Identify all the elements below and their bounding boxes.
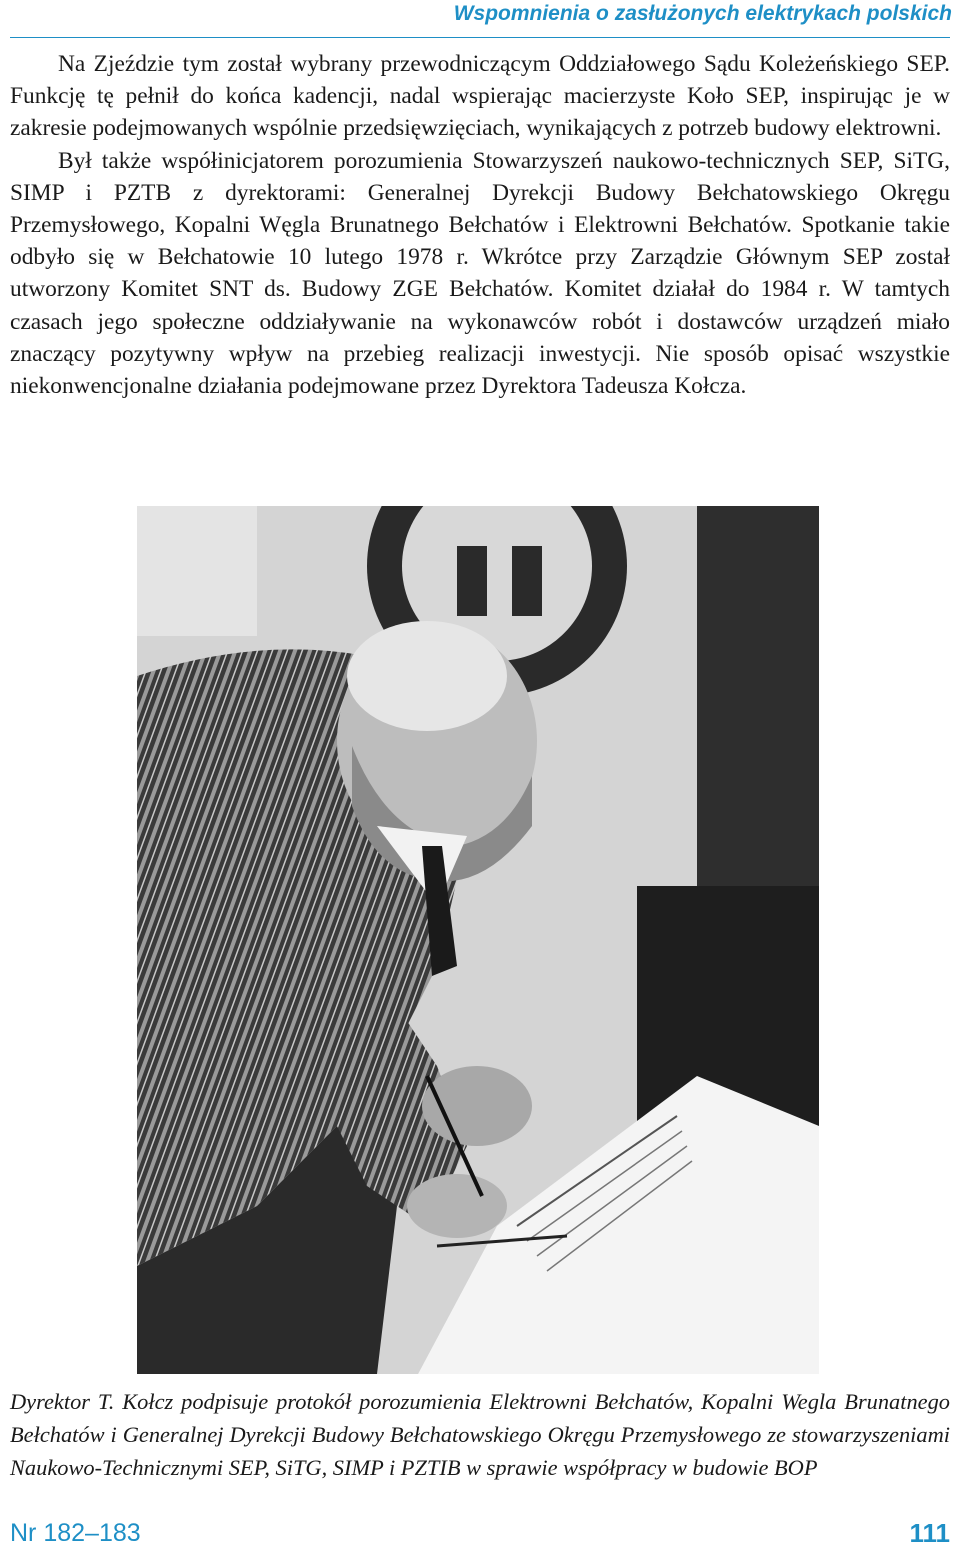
article-body [10,48,950,402]
footer-page-number: 111 [909,1518,950,1548]
body-paragraph: Na Zjeździe tym został wybrany przewodniczącym Oddziałowego Sądu Koleżeńskiego SEP. Funkcję tę pełnił do końca kadencji, nadal wspierając macierzyste Koło SEP, inspirując je w zakresie podejmowanych wspólnie przedsięwzięciach, wynikających z potrzeb budowy elektrowni. [10,51,950,142]
footer-issue-number: Nr 182–183 [10,1519,141,1547]
running-header-title: Wspomnienia o zasłużonych elektrykach polskich [453,2,952,25]
figure-caption: Dyrektor T. Kołcz podpisuje protokół porozumienia Elektrowni Bełchatów, Kopalni Wegla Brunatnego Bełchatów i Generalnej Dyrekcji Budowy Bełchatowskiego Okręgu Przemysłowego ze stowarzyszeniami Naukowo-Technicznymi SEP, SiTG, SIMP i PZTIB w sprawie współpracy w budowie BOP [10,1389,950,1480]
header-rule [10,37,950,38]
body-paragraph: Był także współinicjatorem porozumienia Stowarzyszeń naukowo-technicznych SEP, SiTG, SIMP i PZTB z dyrektorami: Generalnej Dyrekcji Budowy Bełchatowskiego Okręgu Przemysłowego, Kopalni Węgla Brunatnego Bełchatów i Elektrowni Bełchatów. Spotkanie takie odbyło się w Bełchatowie 10 lutego 1978 r. Wkrótce przy Zarządzie Głównym SEP został utworzony Komitet SNT ds. Budowy ZGE Bełchatów. Komitet działał do 1984 r. W tamtych czasach jego społeczne oddziaływanie na wykonawców robót i dostawców urządzeń miało znaczący pozytywny wpływ na przebieg realizacji inwestycji. Nie sposób opisać wszystkie niekonwencjonalne działania podejmowane przez Dyrektora Tadeusza Kołcza. [10,147,950,400]
archival-photo [137,506,819,1374]
